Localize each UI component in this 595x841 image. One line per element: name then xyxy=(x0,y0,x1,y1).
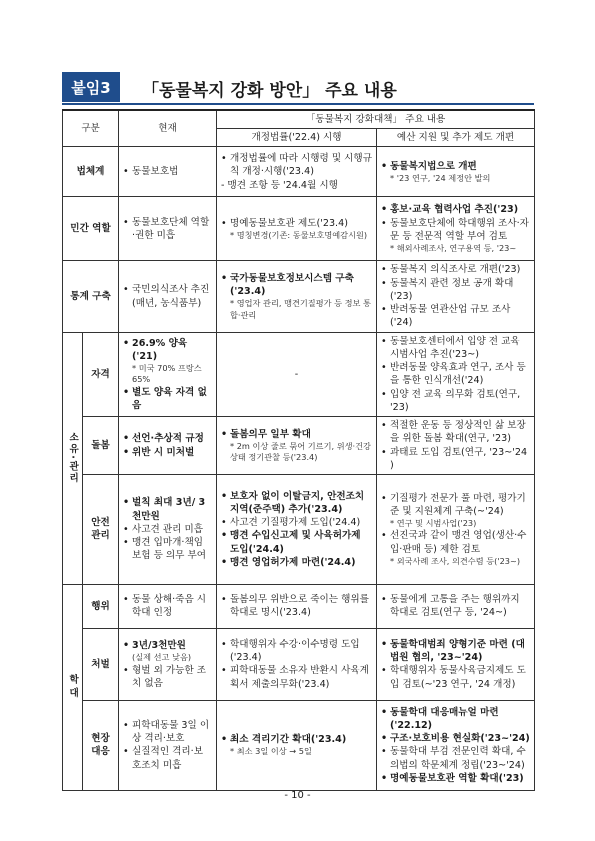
header-revision: 개정법률('22.4) 시행 xyxy=(217,129,377,147)
cell-revision-safety: • 보호자 없이 이탈금지, 안전조치 지역(준주택) 추가('23.4) • 사고견 기질평가제 도입('24.4) • 맹견 수입신고제 및 사육허가제 도입('24.4) • 맹견 영업허가제 마련('24.4) xyxy=(217,474,377,584)
group-owner: 소유·관리 xyxy=(63,332,83,584)
header-plan-group: 「동물복지 강화대책」 주요 내용 xyxy=(217,110,535,129)
appendix-tag: 붙임3 xyxy=(62,72,120,102)
cell-current-field: • 피학대동물 3일 이상 격리·보호 • 실질적인 격리·보호조치 미흡 xyxy=(119,700,217,790)
cell-revision-care: • 돌봄의무 일부 확대 * 2m 이상 줄로 묶어 기르기, 위생·건강상태 정기관찰 등('23.4) xyxy=(217,417,377,475)
title-underline xyxy=(62,103,534,105)
cell-additional-law: • 동물복지법으로 개편 * '23 연구, '24 제정안 발의 xyxy=(377,147,535,197)
cell-revision-private: • 명예동물보호관 제도('23.4) * 명칭변경(기존: 동물보호명예감시원) xyxy=(217,197,377,261)
cell-revision-act: • 돌봄의무 위반으로 죽이는 행위를 학대로 명시('23.4) xyxy=(217,584,377,628)
row-category-act: 행위 xyxy=(83,584,119,628)
group-abuse: 학대 xyxy=(63,584,83,790)
cell-additional-punish: • 동물학대범죄 양형기준 마련 (대법원 협의, '23~'24) • 학대행위자 동물사육금지제도 도입 검토(~'23 연구, '24 개정) xyxy=(377,628,535,700)
cell-current-safety: • 벌칙 최대 3년/ 3천만원 • 사고견 관리 미흡 • 맹견 입마개·책임보험 등 의무 부여 xyxy=(119,474,217,584)
cell-current-act: • 동물 상해·죽음 시 학대 인정 xyxy=(119,584,217,628)
title-bar xyxy=(62,72,534,102)
cell-additional-field: • 동물학대 대응매뉴얼 마련('22.12) • 구조·보호비용 현실화('23~'24) • 동물학대 부검 전문인력 확대, 수의법의 학문체계 정립('23~'24) • 명예동물보호관 역할 확대('23) xyxy=(377,700,535,790)
row-category-care: 돌봄 xyxy=(83,417,119,475)
policy-table xyxy=(62,109,535,791)
cell-current-care: • 선언·추상적 규정 • 위반 시 미처벌 xyxy=(119,417,217,475)
row-category-field: 현장 대응 xyxy=(83,700,119,790)
row-category-law: 법체계 xyxy=(63,147,119,197)
row-category-safety: 안전 관리 xyxy=(83,474,119,584)
cell-current-punish: • 3년/3천만원 (실제 선고 낮음) • 형벌 외 가능한 조치 없음 xyxy=(119,628,217,700)
cell-current-private: • 동물보호단체 역할·권한 미흡 xyxy=(119,197,217,261)
cell-current-law: • 동물보호법 xyxy=(119,147,217,197)
header-current: 현재 xyxy=(119,110,217,147)
header-category: 구분 xyxy=(63,110,119,147)
header-additional: 예산 지원 및 추가 제도 개편 xyxy=(377,129,535,147)
cell-additional-qual: • 동물보호센터에서 입양 전 교육 시범사업 추진('23~) • 반려동물 양육효과 연구, 조사 등을 통한 인식개선('24) • 입양 전 교육 의무화 검토(연구, '23) xyxy=(377,332,535,416)
cell-revision-punish: • 학대행위자 수강·이수명령 도입('23.4) • 피학대동물 소유자 반환시 사육계획서 제출의무화('23.4) xyxy=(217,628,377,700)
row-category-qual: 자격 xyxy=(83,332,119,416)
cell-revision-law: • 개정법률에 따라 시행령 및 시행규칙 개정·시행('23.4) - 맹견 조항 등 '24.4월 시행 xyxy=(217,147,377,197)
cell-additional-act: • 동물에게 고통을 주는 행위까지 학대로 검토(연구 등, '24~) xyxy=(377,584,535,628)
page-title: 「동물복지 강화 방안」 주요 내용 xyxy=(142,81,397,101)
cell-current-stats: • 국민의식조사 추진 (매년, 농식품부) xyxy=(119,261,217,332)
page-number: - 10 - xyxy=(284,790,311,801)
cell-additional-safety: • 기질평가 전문가 풀 마련, 평가기준 및 지원체계 구축(~'24) * 연구 및 시범사업('23) • 선진국과 같이 맹견 영업(생산·수입·판매 등) 제한 검토 * 외국사례 조사, 의견수렴 등('23~) xyxy=(377,474,535,584)
cell-revision-qual: - xyxy=(217,332,377,416)
cell-additional-care: • 적절한 운동 등 정상적인 삶 보장을 위한 돌봄 확대(연구, '23) • 과태료 도입 검토(연구, '23~'24 ) xyxy=(377,417,535,475)
row-category-private: 민간 역할 xyxy=(63,197,119,261)
cell-additional-private: • 홍보·교육 협력사업 추진('23) • 동물보호단체에 학대행위 조사·자문 등 전문적 역할 부여 검토 * 해외사례조사, 연구용역 등, '23~ xyxy=(377,197,535,261)
row-category-stats: 통계 구축 xyxy=(63,261,119,332)
row-category-punish: 처벌 xyxy=(83,628,119,700)
cell-revision-stats: • 국가동물보호정보시스템 구축('23.4) * 영업자 관리, 맹견기질평가 등 정보 통합·관리 xyxy=(217,261,377,332)
cell-revision-field: • 최소 격리기간 확대('23.4) * 최소 3일 이상 → 5일 xyxy=(217,700,377,790)
cell-current-qual: • 26.9% 양육('21) * 미국 70% 프랑스 65% • 별도 양육 자격 없음 xyxy=(119,332,217,416)
cell-additional-stats: • 동물복지 의식조사로 개편('23) • 동물복지 관련 정보 공개 확대('23) • 반려동물 연관산업 규모 조사('24) xyxy=(377,261,535,332)
